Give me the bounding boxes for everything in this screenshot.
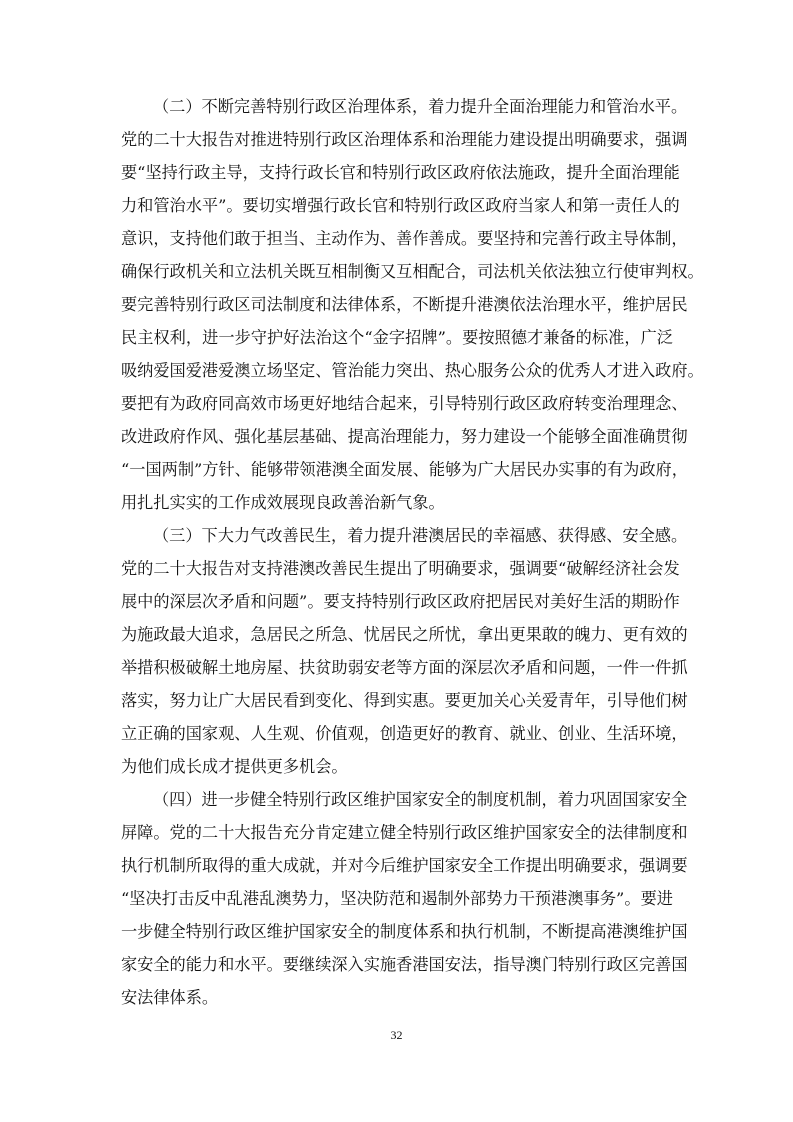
paragraph-line: 为施政最大追求，急居民之所急、忧居民之所忧，拿出更果敢的魄力、更有效的 bbox=[121, 625, 688, 644]
section-heading-3: （三）下大力气改善民生，着力提升港澳居民的幸福感、获得感、安全感。 bbox=[153, 526, 688, 545]
paragraph-line: “坚决打击反中乱港乱澳势力，坚决防范和遏制外部势力干预港澳事务”。要进 bbox=[121, 889, 673, 908]
paragraph-line: 吸纳爱国爱港爱澳立场坚定、管治能力突出、热心服务公众的优秀人才进入政府。 bbox=[121, 361, 704, 380]
paragraph-line: 举措积极破解土地房屋、扶贫助弱安老等方面的深层次矛盾和问题，一件一件抓 bbox=[121, 658, 688, 677]
paragraph-line: 要把有为政府同高效市场更好地结合起来，引导特别行政区政府转变治理理念、 bbox=[121, 394, 688, 413]
paragraph-line: 屏障。党的二十大报告充分肯定建立健全特别行政区维护国家安全的法律制度和 bbox=[121, 823, 688, 842]
paragraph-line: 展中的深层次矛盾和问题”。要支持特别行政区政府把居民对美好生活的期盼作 bbox=[121, 592, 680, 611]
paragraph-line: 要“坚持行政主导，支持行政长官和特别行政区政府依法施政，提升全面治理能 bbox=[121, 163, 680, 182]
paragraph-line: 立正确的国家观、人生观、价值观，创造更好的教育、就业、创业、生活环境， bbox=[121, 724, 688, 743]
paragraph-line: 为他们成长成才提供更多机会。 bbox=[121, 757, 348, 776]
paragraph-line: 改进政府作风、强化基层基础、提高治理能力，努力建设一个能够全面准确贯彻 bbox=[121, 427, 688, 446]
paragraph-line: 党的二十大报告对支持港澳改善民生提出了明确要求，强调要“破解经济社会发 bbox=[121, 559, 680, 578]
paragraph-line: “一国两制”方针、能够带领港澳全面发展、能够为广大居民办实事的有为政府， bbox=[121, 460, 688, 479]
paragraph-line: 一步健全特别行政区维护国家安全的制度体系和执行机制，不断提高港澳维护国 bbox=[121, 922, 688, 941]
paragraph-line: 意识，支持他们敢于担当、主动作为、善作善成。要坚持和完善行政主导体制， bbox=[121, 229, 688, 248]
paragraph-line: 党的二十大报告对推进特别行政区治理体系和治理能力建设提出明确要求，强调 bbox=[121, 130, 688, 149]
paragraph-line: 执行机制所取得的重大成就，并对今后维护国家安全工作提出明确要求，强调要 bbox=[121, 856, 688, 875]
paragraph-line: 要完善特别行政区司法制度和法律体系，不断提升港澳依法治理水平，维护居民 bbox=[121, 295, 688, 314]
page-number: 32 bbox=[390, 1028, 403, 1042]
paragraph-line: 民主权利，进一步守护好法治这个“金字招牌”。要按照德才兼备的标准，广泛 bbox=[121, 328, 673, 347]
section-heading-2: （二）不断完善特别行政区治理体系，着力提升全面治理能力和管治水平。 bbox=[153, 97, 688, 116]
paragraph-line: 确保行政机关和立法机关既互相制衡又互相配合，司法机关依法独立行使审判权。 bbox=[121, 262, 704, 281]
paragraph-line: 落实，努力让广大居民看到变化、得到实惠。要更加关心关爱青年，引导他们树 bbox=[121, 691, 688, 710]
paragraph-line: 力和管治水平”。要切实增强行政长官和特别行政区政府当家人和第一责任人的 bbox=[121, 196, 680, 215]
paragraph-line: 安法律体系。 bbox=[121, 988, 219, 1007]
section-heading-4: （四）进一步健全特别行政区维护国家安全的制度机制，着力巩固国家安全 bbox=[153, 790, 688, 809]
paragraph-line: 家安全的能力和水平。要继续深入实施香港国安法，指导澳门特别行政区完善国 bbox=[121, 955, 688, 974]
paragraph-line: 用扎扎实实的工作成效展现良政善治新气象。 bbox=[121, 493, 445, 512]
